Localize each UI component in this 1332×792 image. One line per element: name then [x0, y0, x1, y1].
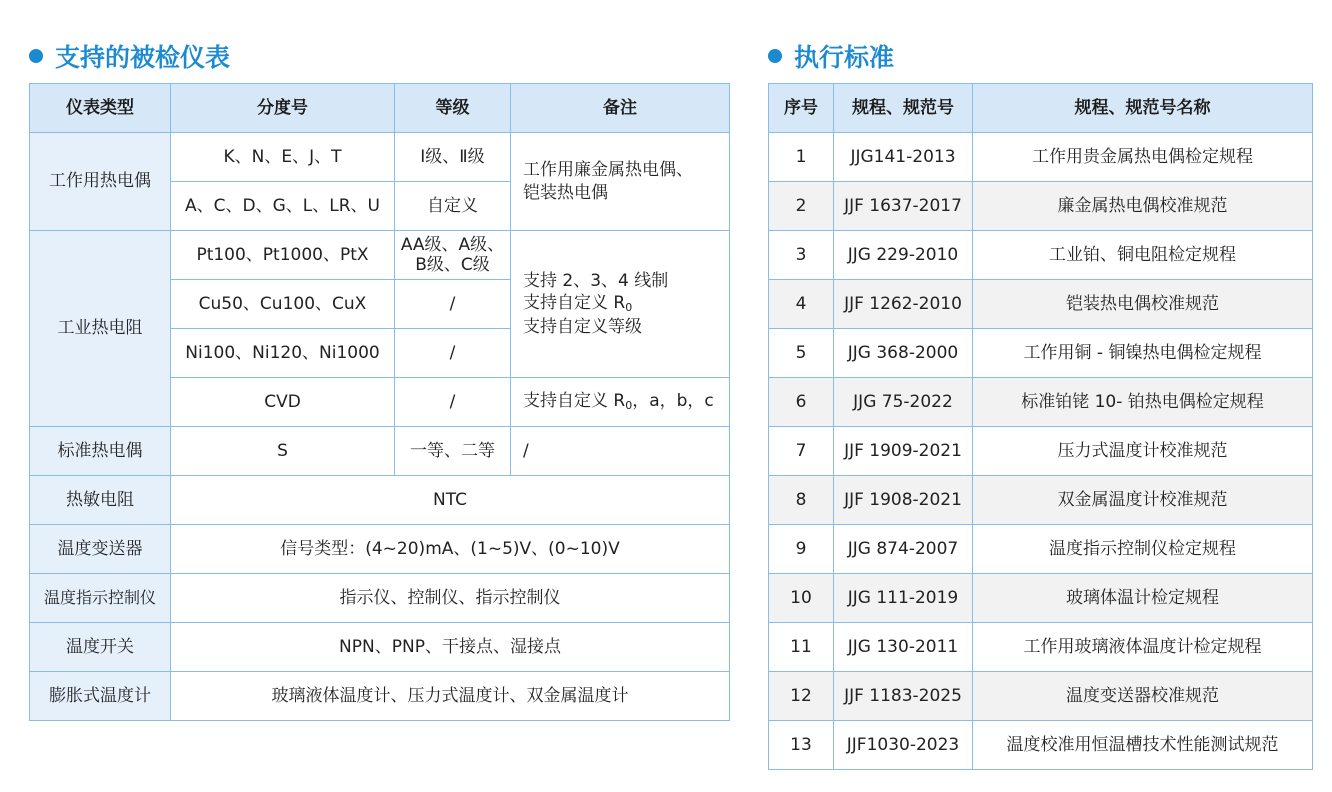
grade-cell	[395, 231, 511, 280]
table-row	[769, 525, 1313, 574]
standard-code-cell: JJF 1637-2017	[834, 182, 973, 231]
table-row	[769, 427, 1313, 476]
table-row	[30, 476, 730, 525]
table-row	[769, 574, 1313, 623]
standard-code-cell: JJG141-2013	[834, 133, 973, 182]
header-name: 规程、规范号名称	[973, 84, 1313, 133]
type-cell-thermocouple: 工作用热电偶	[30, 133, 171, 231]
row-number-cell: 1	[769, 133, 834, 182]
table-row	[769, 378, 1313, 427]
table-header-row	[769, 84, 1313, 133]
supported-instruments-title-text: 支持的被检仪表	[55, 43, 231, 72]
remark-text: 支持自定义 R	[523, 293, 626, 314]
graduation-cell: Cu50、Cu100、CuX	[171, 280, 395, 329]
table-row	[769, 672, 1313, 721]
table-row	[30, 525, 730, 574]
merged-content-cell: NPN、PNP、干接点、湿接点	[171, 623, 730, 672]
type-cell: 膨胀式温度计	[30, 672, 171, 721]
standard-name-cell: 廉金属热电偶校准规范	[973, 182, 1313, 231]
merged-content-cell: 指示仪、控制仪、指示控制仪	[171, 574, 730, 623]
grade-line: AA级、A级、	[400, 234, 505, 255]
table-row	[769, 280, 1313, 329]
type-cell: 温度变送器	[30, 525, 171, 574]
table-header-row	[30, 84, 730, 133]
table-row	[30, 427, 730, 476]
graduation-cell: CVD	[171, 378, 395, 427]
header-instrument-type: 仪表类型	[30, 84, 171, 133]
standard-code-cell: JJG 229-2010	[834, 231, 973, 280]
table-row	[769, 133, 1313, 182]
standard-code-cell: JJG 130-2011	[834, 623, 973, 672]
header-remark: 备注	[511, 84, 730, 133]
remark-cell: /	[511, 427, 730, 476]
header-code: 规程、规范号	[834, 84, 973, 133]
merged-content-cell: NTC	[171, 476, 730, 525]
standard-name-cell: 温度校准用恒温槽技术性能测试规范	[973, 721, 1313, 770]
bullet-dot-icon	[768, 49, 782, 63]
standard-code-cell: JJF 1909-2021	[834, 427, 973, 476]
table-row	[30, 623, 730, 672]
grade-cell: /	[395, 329, 511, 378]
grade-line: B级、C级	[415, 255, 490, 275]
type-cell-standard-tc: 标准热电偶	[30, 427, 171, 476]
grade-cell: Ⅰ级、Ⅱ级	[395, 133, 511, 182]
standard-name-cell: 压力式温度计校准规范	[973, 427, 1313, 476]
remark-line: 工作用廉金属热电偶、	[523, 160, 693, 181]
row-number-cell: 7	[769, 427, 834, 476]
standard-name-cell: 铠装热电偶校准规范	[973, 280, 1313, 329]
row-number-cell: 9	[769, 525, 834, 574]
standard-code-cell: JJG 75-2022	[834, 378, 973, 427]
standards-table-body	[769, 133, 1313, 770]
row-number-cell: 12	[769, 672, 834, 721]
standard-name-cell: 双金属温度计校准规范	[973, 476, 1313, 525]
standard-name-cell: 标准铂铑 10- 铂热电偶检定规程	[973, 378, 1313, 427]
remark-cell-thermocouple	[511, 133, 730, 231]
standard-name-cell: 工作用玻璃液体温度计检定规程	[973, 623, 1313, 672]
type-cell: 温度开关	[30, 623, 171, 672]
row-number-cell: 5	[769, 329, 834, 378]
standard-code-cell: JJF 1262-2010	[834, 280, 973, 329]
remark-line: 支持自定义等级	[523, 316, 642, 337]
table-row	[769, 476, 1313, 525]
type-cell: 热敏电阻	[30, 476, 171, 525]
table-row	[769, 329, 1313, 378]
table-row	[769, 623, 1313, 672]
standard-name-cell: 玻璃体温计检定规程	[973, 574, 1313, 623]
standard-code-cell: JJF 1183-2025	[834, 672, 973, 721]
remark-text: 支持自定义 R	[523, 391, 626, 412]
standard-name-cell: 温度指示控制仪检定规程	[973, 525, 1313, 574]
grade-cell: 一等、二等	[395, 427, 511, 476]
type-cell: 温度指示控制仪	[30, 574, 171, 623]
row-number-cell: 8	[769, 476, 834, 525]
bullet-dot-icon	[29, 49, 43, 63]
row-number-cell: 10	[769, 574, 834, 623]
standard-name-cell: 工业铂、铜电阻检定规程	[973, 231, 1313, 280]
graduation-cell: Ni100、Ni120、Ni1000	[171, 329, 395, 378]
table-row	[30, 133, 730, 182]
merged-content-cell: 玻璃液体温度计、压力式温度计、双金属温度计	[171, 672, 730, 721]
row-number-cell: 6	[769, 378, 834, 427]
graduation-cell: S	[171, 427, 395, 476]
standards-title-text: 执行标准	[794, 43, 895, 72]
table-row	[30, 231, 730, 280]
table-row	[769, 721, 1313, 770]
subscript: 0	[625, 301, 633, 315]
table-row	[30, 672, 730, 721]
standard-code-cell: JJF1030-2023	[834, 721, 973, 770]
merged-content-cell: 信号类型：(4~20)mA、(1~5)V、(0~10)V	[171, 525, 730, 574]
grade-cell: /	[395, 280, 511, 329]
standard-name-cell: 温度变送器校准规范	[973, 672, 1313, 721]
table-row	[769, 182, 1313, 231]
remark-line: 铠装热电偶	[523, 182, 608, 203]
table-row	[30, 574, 730, 623]
remark-cell-cvd	[511, 378, 730, 427]
supported-instruments-title	[29, 36, 230, 76]
remark-cell-rtd	[511, 231, 730, 378]
row-number-cell: 4	[769, 280, 834, 329]
standard-code-cell: JJG 111-2019	[834, 574, 973, 623]
row-number-cell: 13	[769, 721, 834, 770]
remark-line	[523, 292, 729, 315]
row-number-cell: 3	[769, 231, 834, 280]
standards-title	[768, 36, 894, 76]
grade-cell: 自定义	[395, 182, 511, 231]
table-row	[769, 231, 1313, 280]
row-number-cell: 2	[769, 182, 834, 231]
grade-cell: /	[395, 378, 511, 427]
row-number-cell: 11	[769, 623, 834, 672]
supported-instruments-table	[29, 83, 730, 721]
graduation-cell: Pt100、Pt1000、PtX	[171, 231, 395, 280]
remark-line: 支持 2、3、4 线制	[523, 271, 669, 292]
standard-code-cell: JJF 1908-2021	[834, 476, 973, 525]
standard-name-cell: 工作用贵金属热电偶检定规程	[973, 133, 1313, 182]
standard-code-cell: JJG 874-2007	[834, 525, 973, 574]
subscript: 0	[625, 399, 633, 413]
header-grade: 等级	[395, 84, 511, 133]
header-no: 序号	[769, 84, 834, 133]
standards-table	[768, 83, 1313, 770]
standard-code-cell: JJG 368-2000	[834, 329, 973, 378]
type-cell-rtd: 工业热电阻	[30, 231, 171, 427]
graduation-cell: K、N、E、J、T	[171, 133, 395, 182]
graduation-cell: A、C、D、G、L、LR、U	[171, 182, 395, 231]
header-graduation: 分度号	[171, 84, 395, 133]
standard-name-cell: 工作用铜 - 铜镍热电偶检定规程	[973, 329, 1313, 378]
remark-text: ，a，b，c	[632, 391, 714, 412]
